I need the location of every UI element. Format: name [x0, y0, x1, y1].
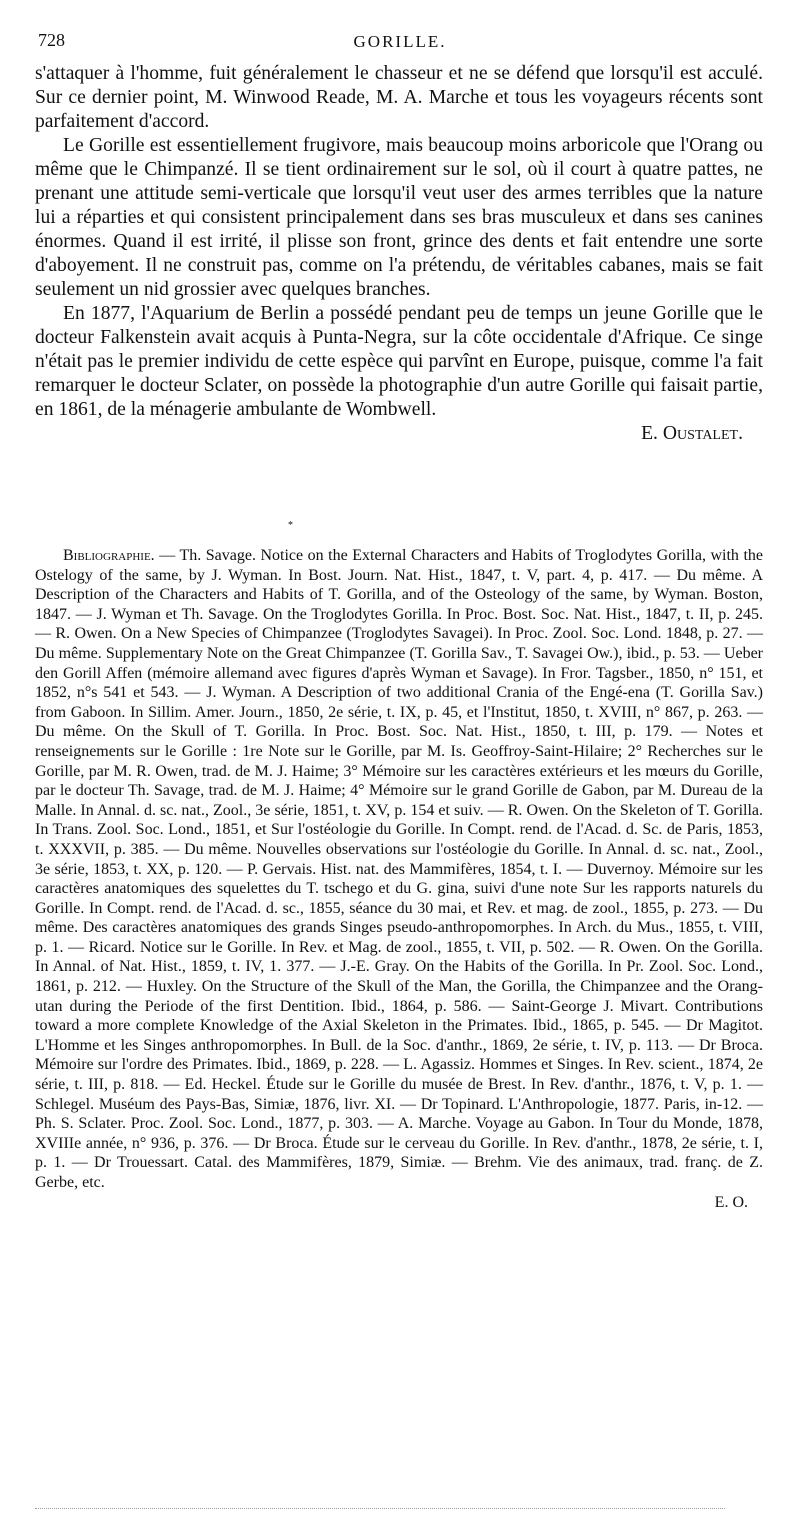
- bibliography-label: Bibliographie.: [63, 547, 155, 564]
- bibliography-signature: E. O.: [714, 1193, 748, 1211]
- main-text: [35, 62, 763, 446]
- page-number: 728: [38, 30, 65, 50]
- paragraph: s'attaquer à l'homme, fuit généralement le chasseur et ne se défend que lorsqu'il est acculé. Sur ce dernier point, M. Winwood Reade, M. A. Marche et tous les voyageurs récents sont parfaitement d'accord.: [35, 63, 763, 132]
- running-title: GORILLE.: [353, 32, 447, 51]
- footer-rule: [35, 1508, 725, 1509]
- bibliography-text: — Th. Savage. Notice on the External Characters and Habits of Troglodytes Gorilla, with the Ostelogy of the same, by J. Wyman. In Bost. Journ. Nat. Hist., 1847, t. V, part. 4, p. 417. — Du même. A Description of the Characters and Habits of T. Gorilla, and of the Osteology of the same, by Wyman. Boston, 1847. — J. Wyman et Th. Savage. On the Troglodytes Gorilla. In Proc. Bost. Soc. Nat. Hist., 1847, t. II, p. 245. — R. Owen. On a New Species of Chimpanzee (Troglodytes Savagei). In Proc. Zool. Soc. Lond. 1848, p. 27. — Du même. Supplementary Note on the Great Chimpanzee (T. Gorilla Sav., T. Savagei Ow.), ibid., p. 53. — Ueber den Gorill Affen (mémoire allemand avec figures d'après Wyman et Savage). In Fror. Tagsber., 1850, n° 151, et 1852, n°s 541 et 543. — J. Wyman. A Description of two additional Crania of the Engé-ena (T. Gorilla Sav.) from Gaboon. In Sillim. Amer. Journ., 1850, 2e série, t. IX, p. 45, et l'Institut, 1850, t. XVIII, n° 867, p. 263. — Du même. On the Skull of T. Gorilla. In Proc. Bost. Soc. Nat. Hist., 1850, t. III, p. 179. — Notes et renseignements sur le Gorille : 1re Note sur le Gorille, par M. Is. Geoffroy-Saint-Hilaire; 2° Recherches sur le Gorille, par M. R. Owen, trad. de M. J. Haime; 3° Mémoire sur les caractères extérieurs et les mœurs du Gorille, par le docteur Th. Savage, trad. de M. J. Haime; 4° Mémoire sur le grand Gorille de Gabon, par M. Dureau de la Malle. In Annal. d. sc. nat., Zool., 3e série, 1851, t. XV, p. 154 et suiv. — R. Owen. On the Skeleton of T. Gorilla. In Trans. Zool. Soc. Lond., 1851, et Sur l'ostéologie du Gorille. In Compt. rend. de l'Acad. d. Sc. de Paris, 1853, t. XXXVII, p. 385. — Du même. Nouvelles observations sur l'ostéologie du Gorille. In Annal. d. sc. nat., Zool., 3e série, 1853, t. XX, p. 120. — P. Gervais. Hist. nat. des Mammifères, 1854, t. I. — Duvernoy. Mémoire sur les caractères anatomiques des squelettes du T. tschego et du G. gina, suivi d'une note Sur les rapports naturels du Gorille. In Compt. rend. de l'Acad. d. sc., 1855, séance du 30 mai, et Rev. et mag. de zool., 1855, p. 273. — Du même. Des caractères anatomiques des grands Singes pseudo-anthropomorphes. In Arch. du Mus., 1855, t. VIII, p. 1. — Ricard. Notice sur le Gorille. In Rev. et Mag. de zool., 1855, t. VII, p. 502. — R. Owen. On the Gorilla. In Annal. of Nat. Hist., 1859, t. IV, 1. 377. — J.-E. Gray. On the Habits of the Gorilla. In Pr. Zool. Soc. Lond., 1861, p. 212. — Huxley. On the Structure of the Skull of the Man, the Gorilla, the Chimpanzee and the Orang-utan during the Periode of the first Dentition. Ibid., 1864, p. 586. — Saint-George J. Mivart. Contributions toward a more complete Knowledge of the Axial Skeleton in the Primates. Ibid., 1865, p. 545. — Dr Magitot. L'Homme et les Singes anthropomorphes. In Bull. de la Soc. d'anthr., 1869, 2e série, t. IV, p. 113. — Dr Broca. Mémoire sur l'ordre des Primates. Ibid., 1869, p. 228. — L. Agassiz. Hommes et Singes. In Rev. scient., 1874, 2e série, t. III, p. 818. — Ed. Heckel. Étude sur le Gorille du musée de Brest. In Rev. d'anthr., 1876, t. V, p. 1. — Schlegel. Muséum des Pays-Bas, Simiæ, 1876, livr. XI. — Dr Topinard. L'Anthropologie, 1877. Paris, in-12. — Ph. S. Sclater. Proc. Zool. Soc. Lond., 1877, p. 303. — A. Marche. Voyage au Gabon. In Tour du Monde, 1878, XVIIIe année, n° 936, p. 376. — Dr Broca. Étude sur le cerveau du Gorille. In Rev. d'anthr., 1878, 2e série, t. I, p. 1. — Dr Trouessart. Catal. des Mammifères, 1879, Simiæ. — Brehm. Vie des animaux, trad. franç. de Z. Gerbe, etc.: [35, 547, 764, 1191]
- ornament-mark: *: [288, 520, 293, 531]
- paragraph: Le Gorille est essentiellement frugivore, mais beaucoup moins arboricole que l'Orang ou même que le Chimpanzé. Il se tient ordinairement sur le sol, où il court à quatre pattes, ne prenant une attitude semi-verticale que lorsqu'il veut user des armes terribles que la nature lui a réparties et qui consistent principalement dans ses bras musculeux et dans ses canines énormes. Quand il est irrité, il plisse son front, grince des dents et fait entendre une sorte d'aboyement. Il ne construit pas, comme on l'a prétendu, de véritables cabanes, mais se fait seulement un nid grossier avec quelques branches.: [35, 135, 763, 300]
- page-header: [38, 30, 762, 56]
- author-signature: E. Oustalet.: [641, 423, 743, 444]
- bibliography: [35, 546, 763, 1212]
- paragraph: En 1877, l'Aquarium de Berlin a possédé pendant peu de temps un jeune Gorille que le docteur Falkenstein avait acquis à Punta-Negra, sur la côte occidentale d'Afrique. Ce singe n'était pas le premier individu de cette espèce qui parvînt en Europe, puisque, comme l'a fait remarquer le docteur Sclater, on possède la photographie d'un autre Gorille qui faisait partie, en 1861, de la ménagerie ambulante de Wombwell.: [35, 303, 763, 420]
